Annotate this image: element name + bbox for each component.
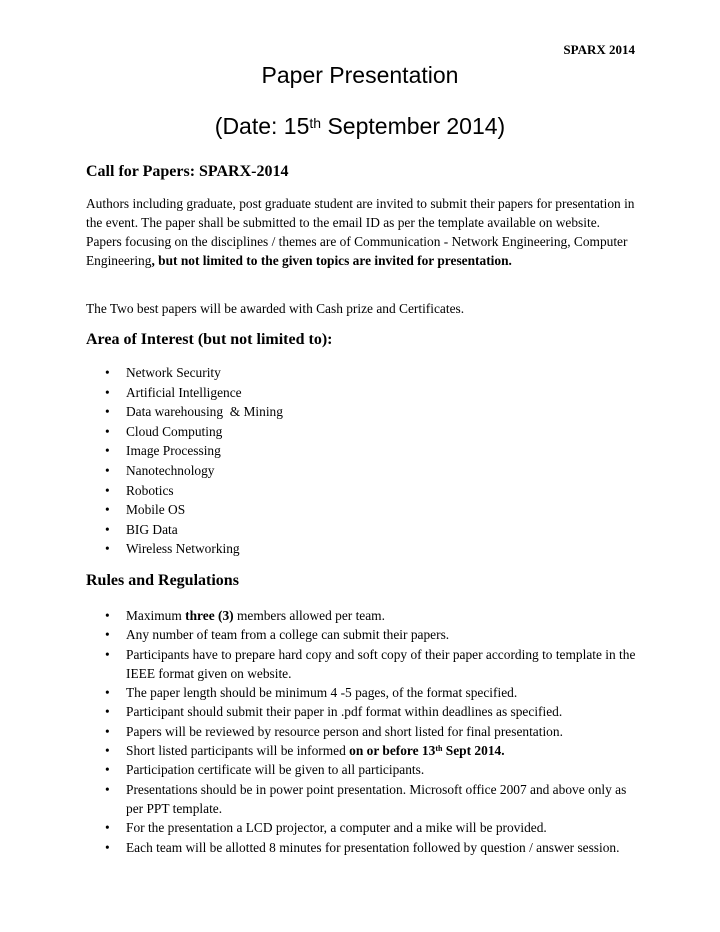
bullet-icon: •	[105, 541, 110, 557]
bullet-icon: •	[105, 820, 110, 836]
rule-text: Any number of team from a college can submit their papers.	[126, 627, 450, 643]
list-item	[86, 683, 636, 702]
list-item	[86, 461, 636, 481]
rule-deadline-month: Sept 2014.	[442, 743, 505, 759]
bullet-icon: •	[105, 423, 110, 439]
list-item	[86, 402, 636, 422]
rule-deadline: on or before 13	[349, 743, 436, 759]
call-paragraph-text: Authors including graduate, post graduate student are invited to submit their papers for presentation in the event. The paper shall be submitted to the email ID as per the template available on website. Papers focusing on the disciplines / themes are of Communication - Network Engineering, Computer Engineering	[86, 196, 635, 268]
interest-list	[86, 363, 636, 559]
rule-text: Maximum	[126, 608, 186, 623]
list-item-text: Network Security	[126, 365, 221, 380]
rule-text: Presentations should be in power point presentation. Microsoft office 2007 and above only as per PPT template.	[126, 781, 627, 816]
call-body	[86, 194, 636, 270]
date-suffix: September 2014)	[321, 113, 506, 139]
bullet-icon: •	[105, 685, 110, 701]
list-item	[86, 741, 636, 760]
award-note	[86, 299, 636, 318]
bullet-icon: •	[105, 365, 110, 380]
rule-text: Short listed participants will be informed	[126, 743, 350, 759]
bullet-icon: •	[105, 839, 110, 855]
rule-text: The paper length should be minimum 4 -5 pages, of the format specified.	[126, 685, 518, 701]
bullet-icon: •	[105, 521, 110, 537]
bullet-icon: •	[105, 462, 110, 478]
list-item	[86, 780, 636, 819]
bullet-icon: •	[105, 404, 110, 420]
date-prefix: (Date: 15	[214, 113, 310, 139]
list-item-text: Image Processing	[126, 443, 221, 459]
interest-section	[86, 331, 636, 349]
rule-text: Participation certificate will be given to all participants.	[126, 762, 425, 778]
list-item	[86, 539, 636, 559]
list-item	[86, 722, 636, 741]
rules-heading: Rules and Regulations	[86, 572, 239, 589]
list-item	[86, 645, 636, 684]
list-item-text: Artificial Intelligence	[126, 384, 242, 400]
rule-emphasis: three (3)	[185, 608, 234, 623]
list-item-text: Nanotechnology	[126, 462, 215, 478]
list-item-text: BIG Data	[126, 521, 178, 537]
bullet-icon: •	[105, 723, 110, 739]
bullet-icon: •	[105, 482, 110, 498]
bullet-icon: •	[105, 608, 110, 623]
bullet-icon: •	[105, 384, 110, 400]
rule-text: Papers will be reviewed by resource person and short listed for final presentation.	[126, 723, 563, 739]
call-heading: Call for Papers: SPARX-2014	[86, 163, 289, 180]
rules-section	[86, 572, 636, 590]
page-title: Paper Presentation	[261, 62, 459, 88]
call-paragraph	[86, 194, 636, 270]
rules-list	[86, 606, 636, 857]
list-item-text: Data warehousing & Mining	[126, 404, 283, 420]
bullet-icon: •	[105, 443, 110, 459]
list-item	[86, 363, 636, 383]
list-item	[86, 838, 636, 857]
date-ordinal: th	[309, 115, 322, 131]
list-item-text: Robotics	[126, 482, 174, 498]
list-item	[86, 481, 636, 501]
bullet-icon: •	[105, 646, 110, 662]
list-item	[86, 383, 636, 403]
list-item	[86, 625, 636, 644]
list-item	[86, 818, 636, 837]
header-label: SPARX 2014	[563, 42, 635, 57]
list-item-text: Wireless Networking	[126, 541, 240, 557]
rule-text: Each team will be allotted 8 minutes for presentation followed by question / answer session.	[126, 839, 620, 855]
list-item-text: Cloud Computing	[126, 423, 223, 439]
event-date	[0, 113, 720, 140]
bullet-icon: •	[105, 502, 110, 518]
rule-text: members allowed per team.	[233, 608, 385, 623]
rule-emphasis	[349, 743, 504, 758]
call-paragraph-emphasis: , but not limited to the given topics are invited for presentation.	[151, 253, 512, 268]
bullet-icon: •	[105, 762, 110, 778]
list-item	[86, 441, 636, 461]
list-item	[86, 422, 636, 442]
rule-text: Participant should submit their paper in .pdf format within deadlines as specified.	[126, 704, 563, 720]
call-section	[86, 163, 636, 181]
rule-text: For the presentation a LCD projector, a computer and a mike will be provided.	[126, 820, 547, 836]
list-item-text: Mobile OS	[126, 502, 186, 518]
bullet-icon: •	[105, 627, 110, 643]
bullet-icon: •	[105, 743, 110, 759]
rules-list-wrapper	[86, 606, 636, 857]
deadline-ordinal: th	[435, 744, 443, 754]
list-item	[86, 500, 636, 520]
list-item	[86, 606, 636, 625]
list-item	[86, 702, 636, 721]
bullet-icon: •	[105, 781, 110, 797]
bullet-icon: •	[105, 704, 110, 720]
list-item	[86, 760, 636, 779]
rule-text: Participants have to prepare hard copy and soft copy of their paper according to template in the IEEE format given on website.	[126, 646, 636, 681]
award-paragraph: The Two best papers will be awarded with Cash prize and Certificates.	[86, 301, 465, 316]
interest-heading: Area of Interest (but not limited to):	[86, 331, 333, 348]
list-item	[86, 520, 636, 540]
interest-list-wrapper	[86, 363, 636, 559]
